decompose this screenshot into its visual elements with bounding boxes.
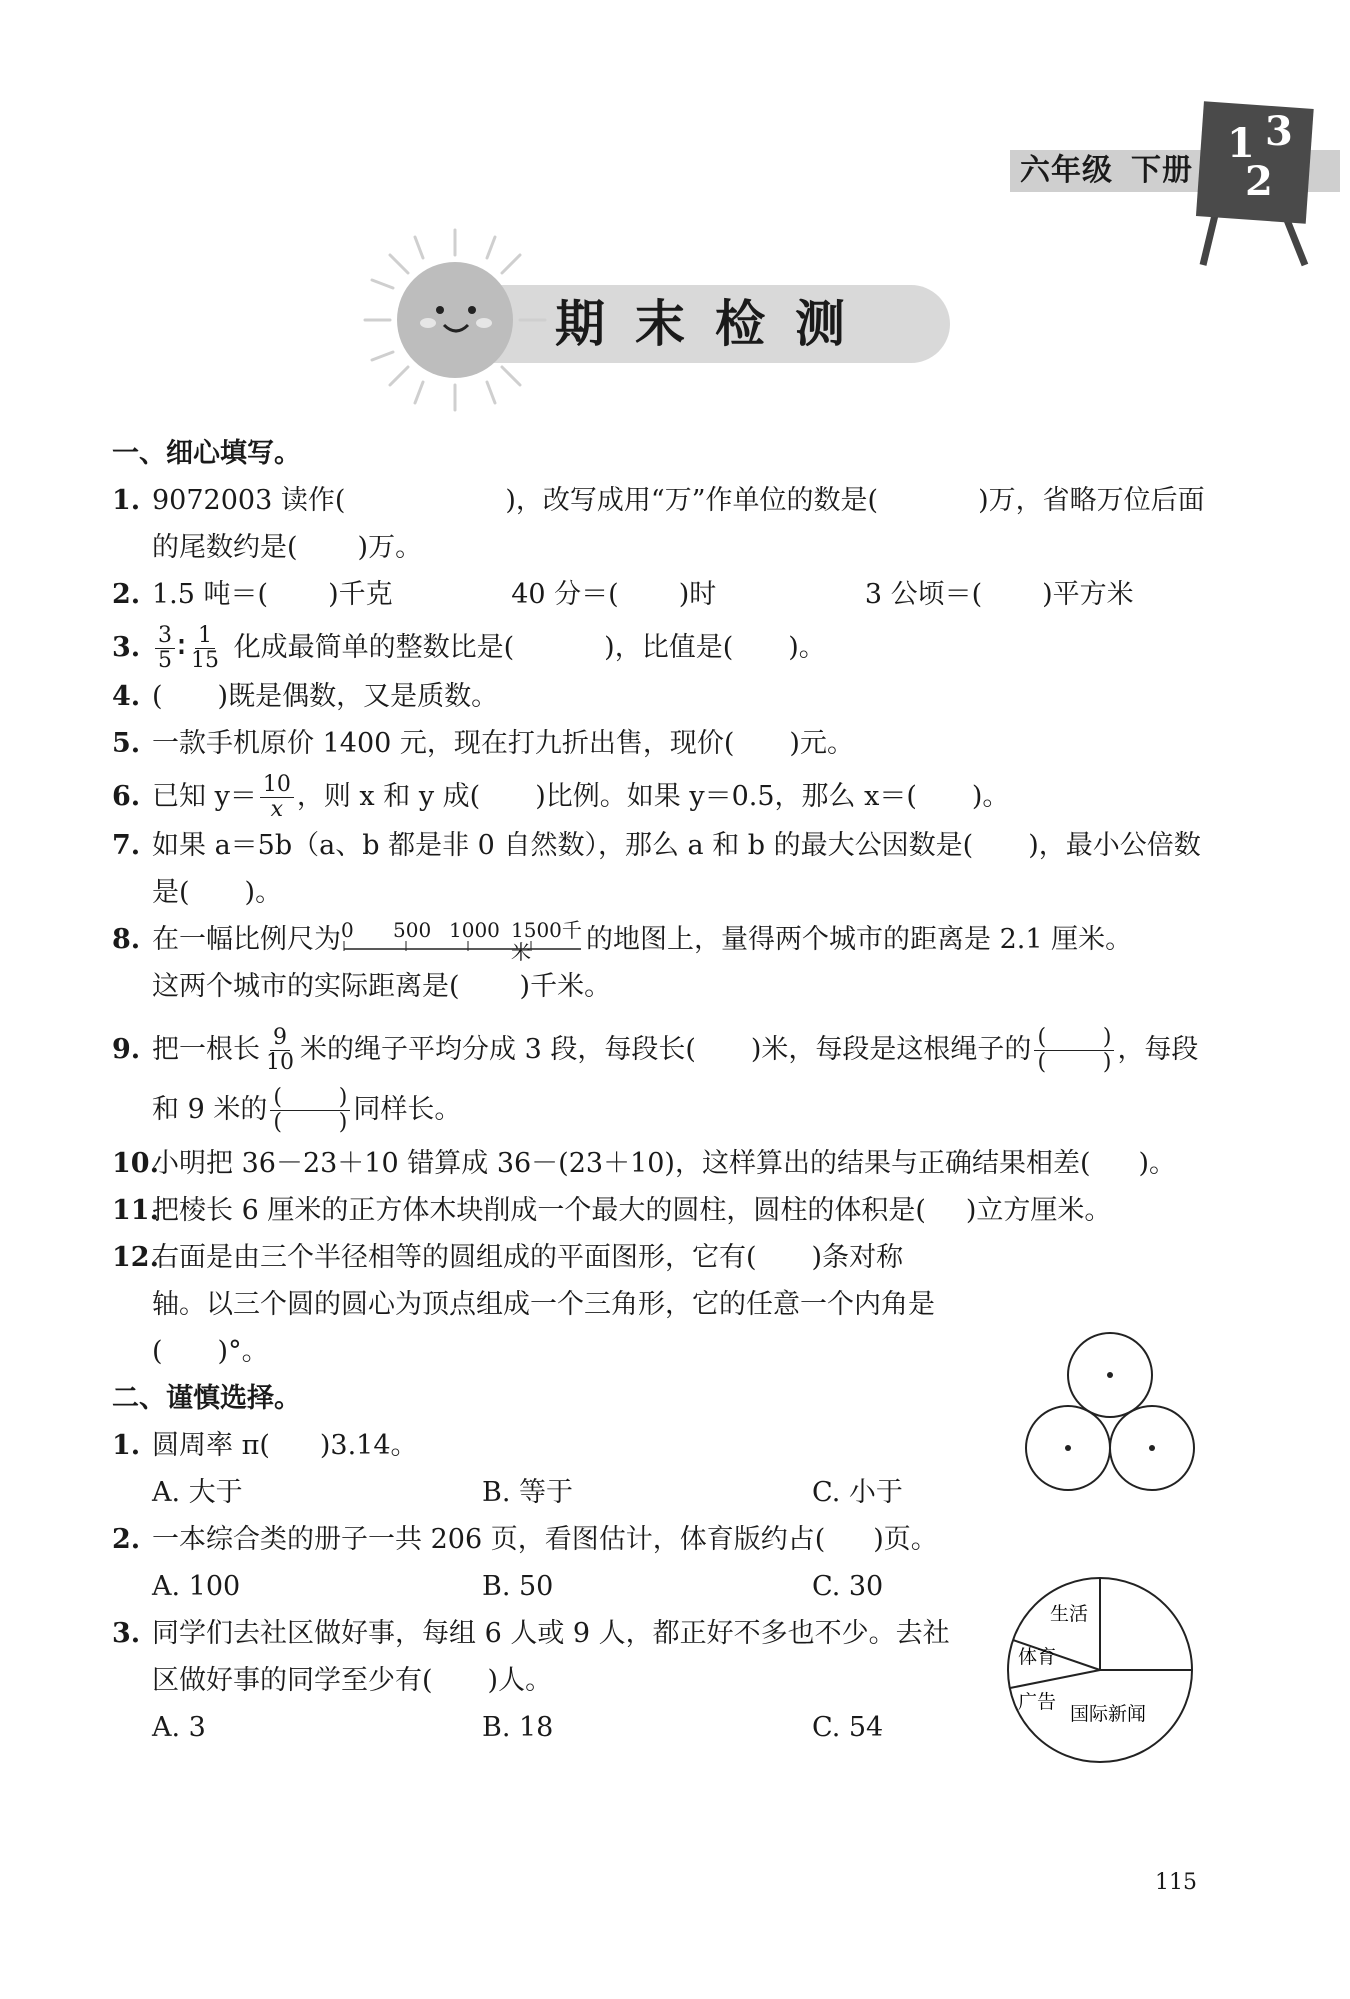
option-b[interactable]: B. 18	[482, 1712, 554, 1743]
choice-q2: 2. 一本综合类的册子一共 206 页，看图估计，体育版约占( )页。	[112, 1524, 938, 1555]
page-number: 115	[1155, 1870, 1197, 1895]
fill-q12: 12. 右面是由三个半径相等的圆组成的平面图形，它有( )条对称 轴。以三个圆的圆心为顶点组成一个三角形，它的任意一个内角是 ( )°。	[112, 1242, 935, 1367]
fill-q10: 10. 小明把 36－23＋10 错算成 36－(23＋10)，这样算出的结果与正确结果相差( )。	[112, 1148, 1177, 1179]
option-a[interactable]: A. 大于	[152, 1477, 243, 1508]
badge-digit-1: 1	[1227, 120, 1255, 167]
fill-q4: 4. ( )既是偶数，又是质数。	[112, 681, 499, 712]
option-a[interactable]: A. 3	[152, 1712, 206, 1743]
option-a[interactable]: A. 100	[152, 1571, 241, 1602]
choice-q1: 1. 圆周率 π( )3.14。	[112, 1430, 418, 1461]
sun-icon	[360, 225, 550, 415]
scale-tick-0: 0	[341, 917, 354, 942]
fraction-10-x: $\frac{10}{x}$	[260, 773, 294, 822]
badge-digit-3: 3	[1265, 108, 1293, 155]
option-c[interactable]: C. 54	[812, 1712, 884, 1743]
fraction-3-5: $\frac{3}{5}$	[155, 624, 175, 673]
fraction-9-10: $\frac{9}{10}$	[266, 1025, 294, 1075]
fill-q8: 8. 在一幅比例尺为 0 500 1000 1500千米 的地图上，量得两个城市的距离是 2.1 厘米。 这两个城市的实际距离是( )千米。	[112, 917, 1133, 1002]
section-fill-heading: 一、细心填写。	[112, 438, 301, 469]
fraction-1-15: $\frac{1}{15}$	[191, 623, 220, 673]
option-c[interactable]: C. 30	[812, 1571, 884, 1602]
fill-q1: 1. 9072003 读作( )，改写成用“万”作单位的数是( )万，省略万位后面 的尾数约是( )万。	[112, 485, 1205, 563]
option-c[interactable]: C. 小于	[812, 1477, 903, 1508]
fill-q5: 5. 一款手机原价 1400 元，现在打九折出售，现价( )元。	[112, 728, 854, 759]
blackboard-icon	[1195, 95, 1325, 270]
scale-tick-500: 500	[393, 917, 432, 942]
pie-label-life: 生活	[1050, 1603, 1089, 1625]
option-b[interactable]: B. 等于	[482, 1477, 574, 1508]
fill-q7: 7. 如果 a＝5b（a、b 都是非 0 自然数），那么 a 和 b 的最大公因数是( )，最小公倍数 是( )。	[112, 830, 1201, 908]
section-choice-heading: 二、谨慎选择。	[112, 1383, 301, 1414]
fill-q9: 9. 把一根长 $\frac{9}{10}$ 米的绳子平均分成 3 段，每段长( )米，每段是这根绳子的 ( ) ( ) ，每段 和 9 米的 ( ) ( ) 同样长。	[112, 1025, 1199, 1135]
badge-digit-2: 2	[1245, 158, 1273, 205]
pie-chart	[1000, 1570, 1200, 1770]
fill-q11: 11. 把棱长 6 厘米的正方体木块削成一个最大的圆柱，圆柱的体积是( )立方厘米。	[112, 1195, 1112, 1226]
scale-tick-1500: 1500千米	[511, 917, 582, 964]
blank-fraction-1: ( ) ( )	[1034, 1026, 1114, 1075]
pie-label-news: 国际新闻	[1070, 1703, 1147, 1725]
fill-q6: 6. 已知 y＝ $\frac{10}{x}$ ，则 x 和 y 成( )比例。如果 y＝0.5，那么 x＝( )。	[112, 772, 1010, 822]
three-circles-figure	[1010, 1325, 1210, 1505]
scale-tick-1000: 1000	[449, 917, 500, 942]
grade-label: 六年级 下册	[1020, 153, 1193, 188]
option-b[interactable]: B. 50	[482, 1571, 554, 1602]
page-title: 期末检测	[555, 295, 875, 353]
exam-content	[112, 430, 1212, 1751]
choice-q3: 3. 同学们去社区做好事，每组 6 人或 9 人，都正好不多也不少。去社 区做好事的同学至少有( )人。	[112, 1618, 950, 1696]
pie-label-ads: 广告	[1018, 1691, 1057, 1713]
map-scale-bar	[341, 917, 586, 964]
pie-label-sports: 体育	[1018, 1646, 1057, 1668]
fill-q2: 2. 1.5 吨＝( )千克 40 分＝( )时 3 公顷＝( )平方米	[112, 579, 1134, 610]
fill-q3: 3. $\frac{3}{5}$ ∶ $\frac{1}{15}$ 化成最简单的整数比是( )，比值是( )。	[112, 623, 826, 673]
blank-fraction-2: ( ) ( )	[270, 1086, 350, 1135]
